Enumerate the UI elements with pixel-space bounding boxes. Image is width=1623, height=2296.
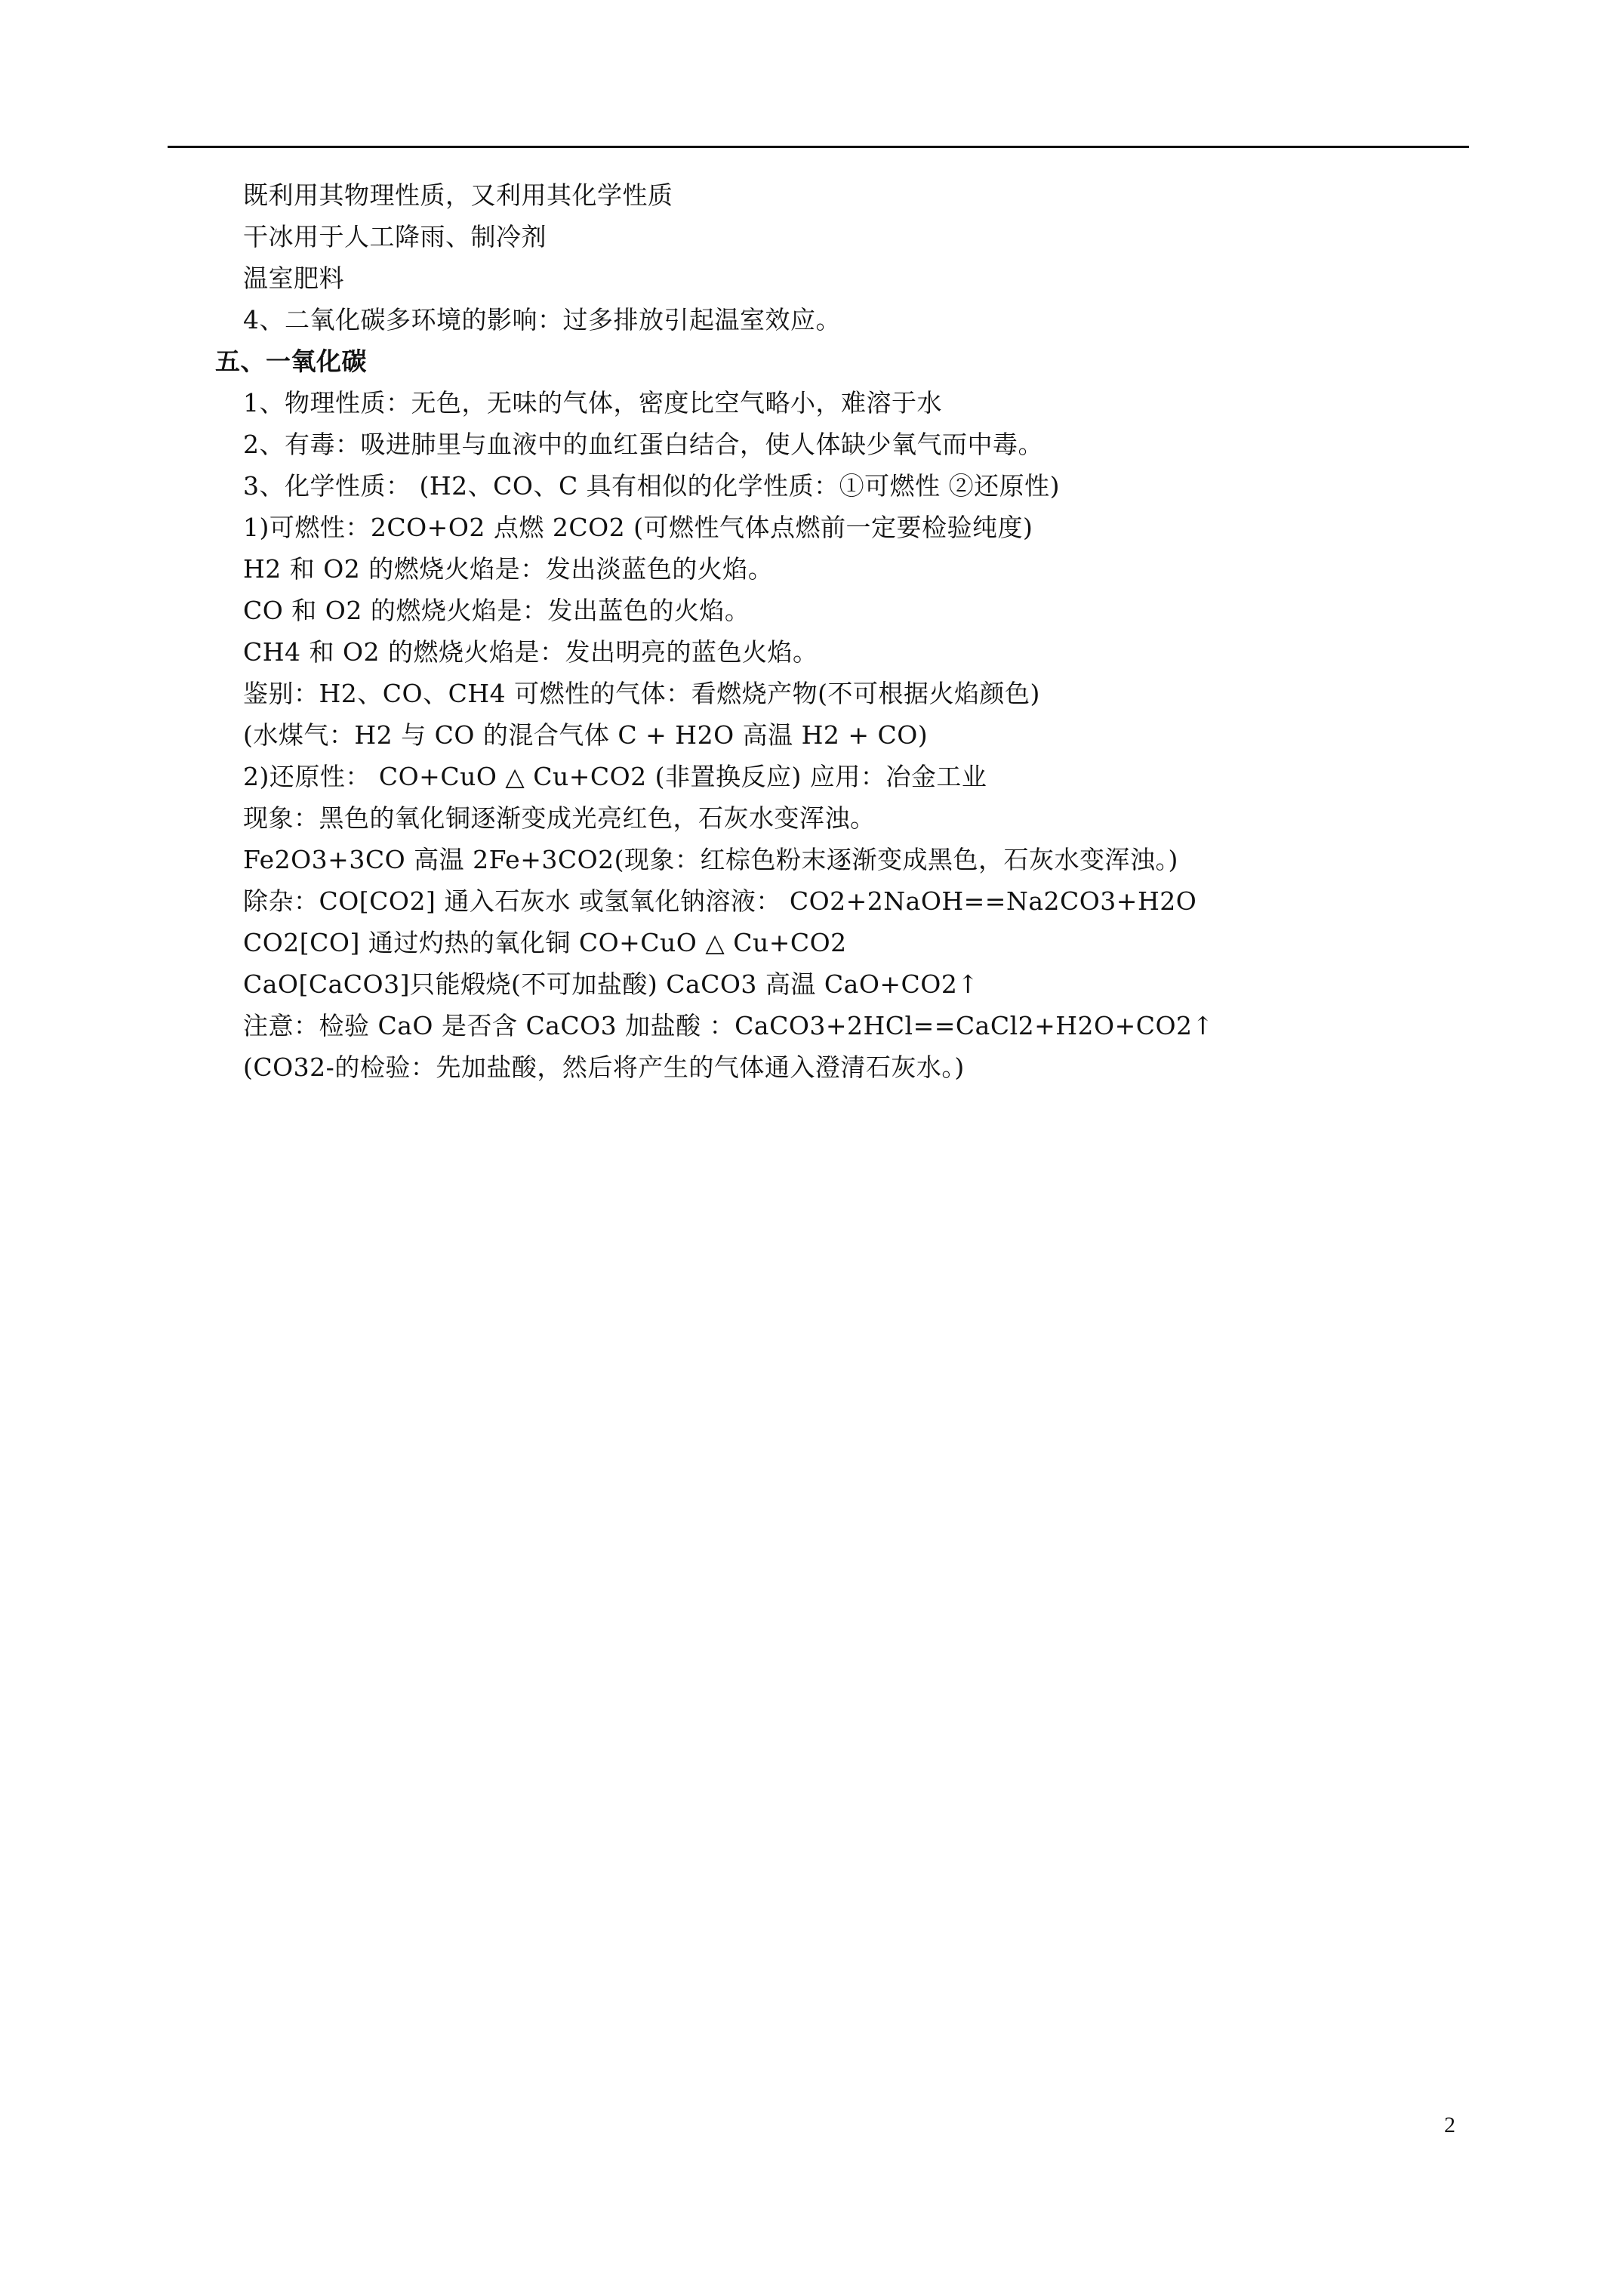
- text-line: 3、化学性质： (H2、CO、C 具有相似的化学性质：①可燃性 ②还原性): [243, 471, 1061, 501]
- text-line: CO 和 O2 的燃烧火焰是：发出蓝色的火焰。: [243, 596, 750, 625]
- text-line: 2、有毒：吸进肺里与血液中的血红蛋白结合，使人体缺少氧气而中毒。: [243, 430, 1043, 459]
- text-line: 温室肥料: [243, 264, 344, 293]
- header-rule: [168, 146, 1469, 148]
- text-line: CaO[CaCO3]只能煅烧(不可加盐酸) CaCO3 高温 CaO+CO2↑: [243, 969, 979, 999]
- text-line: 既利用其物理性质，又利用其化学性质: [243, 180, 673, 210]
- text-line: 除杂：CO[CO2] 通入石灰水 或氢氧化钠溶液： CO2+2NaOH==Na2CO3+H2O: [243, 886, 1197, 916]
- text-line: 2)还原性： CO+CuO △ Cu+CO2 (非置换反应) 应用：冶金工业: [243, 762, 987, 791]
- text-line: H2 和 O2 的燃烧火焰是：发出淡蓝色的火焰。: [243, 554, 774, 584]
- text-line: 注意：检验 CaO 是否含 CaCO3 加盐酸 ：CaCO3+2HCl==CaCl2+H2O+CO2↑: [243, 1011, 1214, 1040]
- text-line: (CO32-的检验：先加盐酸，然后将产生的气体通入澄清石灰水。): [243, 1052, 965, 1082]
- text-line: 干冰用于人工降雨、制冷剂: [243, 222, 547, 251]
- text-line: CO2[CO] 通过灼热的氧化铜 CO+CuO △ Cu+CO2: [243, 928, 847, 957]
- text-line: 鉴别：H2、CO、CH4 可燃性的气体：看燃烧产物(不可根据火焰颜色): [243, 679, 1040, 708]
- text-line: 1、物理性质：无色，无味的气体，密度比空气略小，难溶于水: [243, 388, 942, 418]
- text-line: Fe2O3+3CO 高温 2Fe+3CO2(现象：红棕色粉末逐渐变成黑色，石灰水变浑浊。): [243, 845, 1178, 874]
- text-line: 4、二氧化碳多环境的影响：过多排放引起温室效应。: [243, 305, 841, 334]
- section-heading: 五、一氧化碳: [215, 347, 367, 376]
- text-line: CH4 和 O2 的燃烧火焰是：发出明亮的蓝色火焰。: [243, 637, 818, 667]
- text-line: (水煤气：H2 与 CO 的混合气体 C + H2O 高温 H2 + CO): [243, 720, 929, 750]
- text-line: 现象：黑色的氧化铜逐渐变成光亮红色，石灰水变浑浊。: [243, 803, 876, 833]
- text-line: 1)可燃性：2CO+O2 点燃 2CO2 (可燃性气体点燃前一定要检验纯度): [243, 513, 1033, 542]
- page-number: 2: [1444, 2113, 1455, 2137]
